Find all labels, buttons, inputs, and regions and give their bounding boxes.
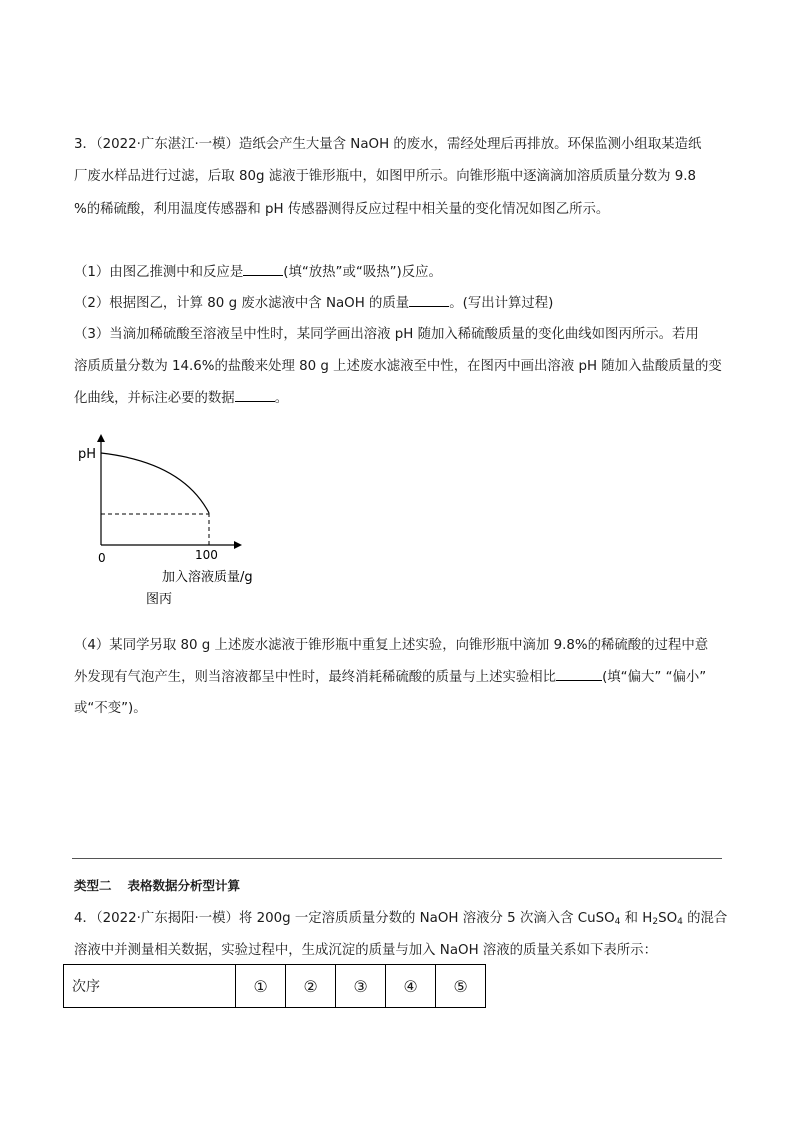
table-cell: ③ — [336, 965, 386, 1008]
q3-sub1-text-before: （1）由图乙推测中和反应是 — [74, 265, 244, 280]
q3-line-3: %的稀硫酸，利用温度传感器和 pH 传感器测得反应过程中相关量的变化情况如图乙所示。 — [74, 202, 610, 217]
q3-sub4-text-after: (填“偏大” “偏小” — [602, 670, 707, 685]
ph-curve — [101, 453, 209, 513]
q4-text-d: 的混合 — [682, 911, 728, 926]
answer-blank-2[interactable] — [409, 294, 449, 307]
figure-caption: 图丙 — [146, 592, 173, 607]
table-cell: ② — [286, 965, 336, 1008]
q3-sub1 — [74, 261, 442, 280]
answer-blank-1[interactable] — [243, 263, 283, 276]
table-header-cell: 次序 — [64, 965, 236, 1008]
q3-sub3-line-3 — [74, 387, 288, 406]
q4-text-a: 4．（2022·广东揭阳·一模）将 200g 一定溶质质量分数的 NaOH 溶液分 5 次滴入含 CuSO — [74, 911, 615, 926]
section-heading — [74, 876, 240, 894]
answer-blank-3[interactable] — [235, 389, 275, 402]
q3-sub1-text-after: (填“放热”或“吸热”)反应。 — [283, 265, 442, 280]
y-axis-label: pH — [78, 447, 97, 462]
answer-blank-4[interactable] — [556, 668, 602, 681]
q3-sub4-line-3: 或“不变”)。 — [74, 701, 147, 716]
q3-sub2-text-after: 。(写出计算过程) — [449, 296, 554, 311]
section-divider — [72, 858, 722, 859]
x-tick-label: 100 — [195, 548, 218, 562]
data-table — [63, 964, 486, 1008]
q4-sub-a: 4 — [614, 917, 621, 927]
table-cell: ④ — [386, 965, 436, 1008]
q3-sub2 — [74, 292, 553, 311]
q4-text-b: 和 H — [620, 911, 653, 926]
q3-sub3-line-2: 溶质质量分数为 14.6%的盐酸来处理 80 g 上述废水滤液至中性，在图丙中画出溶液 pH 随加入盐酸质量的变 — [74, 359, 722, 374]
q3-sub3-text-after: 。 — [274, 391, 289, 406]
q4-sub-c: 4 — [677, 917, 683, 927]
q4-sub-b: 2 — [652, 917, 659, 927]
origin-label: 0 — [98, 551, 106, 565]
q3-sub4-line-2 — [74, 666, 706, 685]
q3-sub4-line-1: （4）某同学另取 80 g 上述废水滤液于锥形瓶中重复上述实验，向锥形瓶中滴加 9.8%的稀硫酸的过程中意 — [74, 638, 709, 653]
table-row — [64, 965, 486, 1008]
table-cell: ① — [236, 965, 286, 1008]
section-title: 表格数据分析型计算 — [127, 878, 241, 893]
q3-sub2-text-before: （2）根据图乙，计算 80 g 废水滤液中含 NaOH 的质量 — [74, 296, 410, 311]
q4-line-1 — [74, 907, 727, 927]
q4-text-c: SO — [658, 911, 678, 926]
q3-line-2: 厂废水样品进行过滤，后取 80g 滤液于锥形瓶中，如图甲所示。向锥形瓶中逐滴滴加溶质质量分数为 9.8 — [74, 169, 697, 184]
q3-sub3-text-before: 化曲线，并标注必要的数据 — [74, 391, 235, 406]
ph-graph — [70, 428, 290, 608]
x-axis-label: 加入溶液质量/g — [162, 570, 253, 585]
q3-sub4-text-before: 外发现有气泡产生，则当溶液都呈中性时，最终消耗稀硫酸的质量与上述实验相比 — [74, 670, 557, 685]
table-cell: ⑤ — [436, 965, 486, 1008]
q4-line-2: 溶液中并测量相关数据，实验过程中，生成沉淀的质量与加入 NaOH 溶液的质量关系如下表所示： — [74, 943, 657, 958]
q3-sub3-line-1: （3）当滴加稀硫酸至溶液呈中性时，某同学画出溶液 pH 随加入稀硫酸质量的变化曲线如图丙所示。若用 — [74, 327, 699, 342]
q3-line-1: 3．（2022·广东湛江·一模）造纸会产生大量含 NaOH 的废水，需经处理后再排放。环保监测小组取某造纸 — [74, 137, 702, 152]
section-label: 类型二 — [74, 878, 112, 893]
